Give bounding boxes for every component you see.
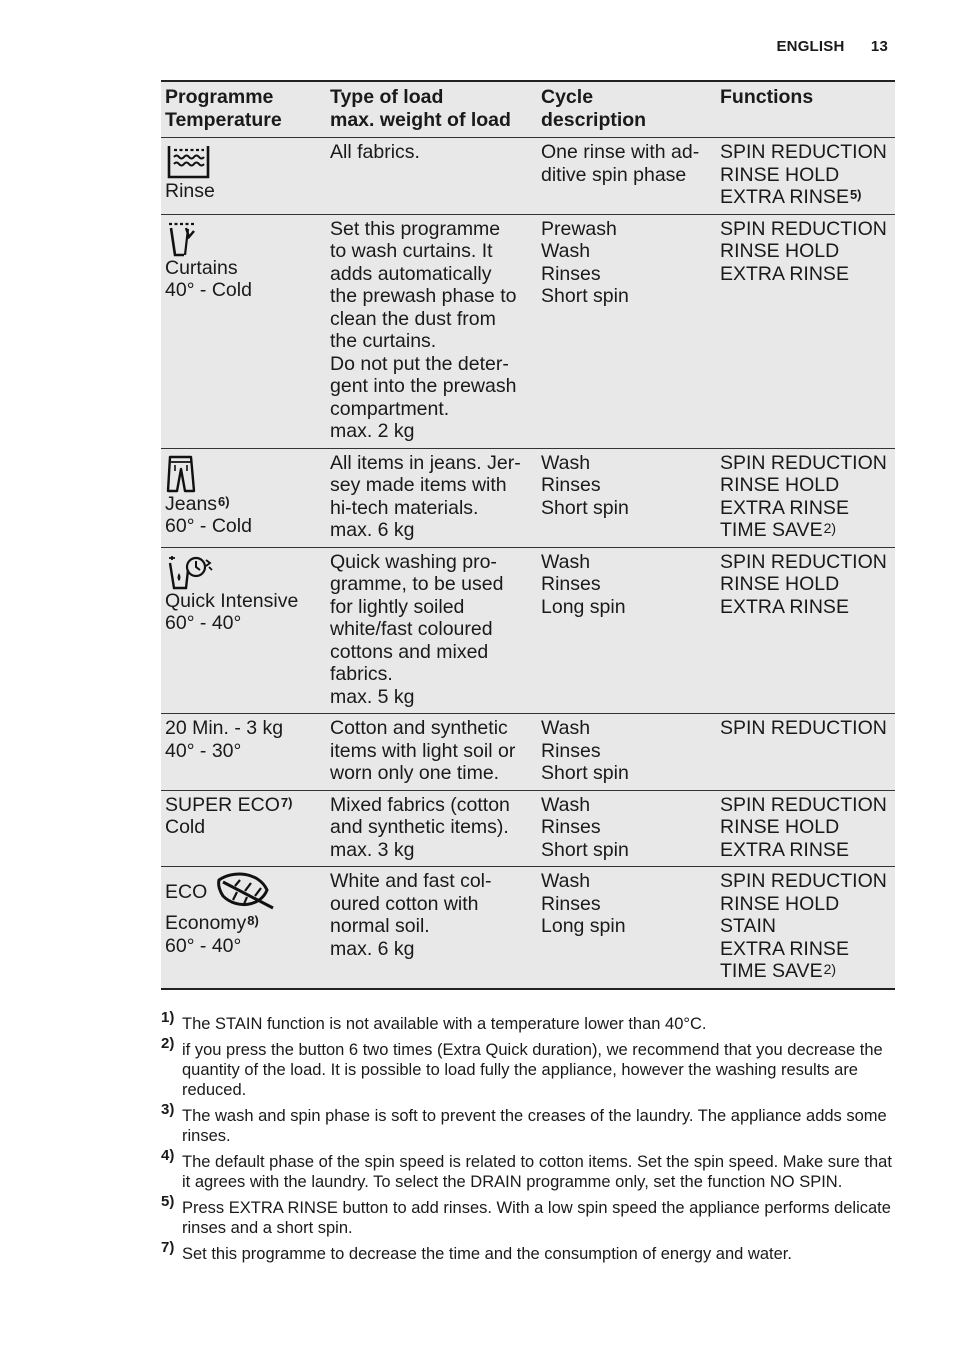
- load-line-text: and synthetic items).: [330, 816, 509, 838]
- footnote: [161, 1101, 895, 1146]
- programme-cell: [161, 790, 326, 867]
- programme-name-line: [165, 794, 322, 817]
- programme-temperature: Cold: [165, 816, 206, 838]
- cycle-line-text: One rinse with ad-: [541, 141, 700, 163]
- load-line-text: normal soil.: [330, 915, 430, 937]
- footnote-number: 7): [161, 1239, 175, 1256]
- function-item-text: RINSE HOLD: [720, 892, 840, 915]
- function-item: [720, 839, 891, 862]
- load-cell: [326, 790, 537, 867]
- programme-name: Quick Intensive: [165, 589, 299, 612]
- load-line: [330, 870, 533, 893]
- cycle-line-text: Short spin: [541, 838, 629, 861]
- load-line-text: white/fast coloured: [330, 618, 493, 640]
- function-item: [720, 519, 891, 542]
- load-line: [330, 141, 533, 164]
- cycle-line: [541, 762, 712, 785]
- function-item-text: EXTRA RINSE: [720, 937, 849, 960]
- cycle-line-text: Rinses: [541, 892, 601, 915]
- function-item-text: SPIN REDUCTION: [720, 870, 887, 892]
- load-line: [330, 330, 533, 353]
- cycle-line: [541, 263, 712, 286]
- cycle-line: [541, 596, 712, 619]
- cycle-line: [541, 285, 712, 308]
- functions-cell: [716, 448, 895, 547]
- column-header-programme: Programme Temperature: [161, 81, 326, 138]
- load-line-text: for lightly soiled: [330, 595, 465, 618]
- programme-name-line: [165, 180, 322, 203]
- functions-cell: [716, 138, 895, 215]
- footnote-ref: 6): [218, 493, 230, 509]
- load-cell: [326, 448, 537, 547]
- load-line-text: max. 3 kg: [330, 838, 415, 861]
- programme-table: [161, 80, 895, 990]
- programme-cell: [161, 214, 326, 448]
- cycle-line: [541, 551, 712, 574]
- programme-name-line: [165, 717, 322, 740]
- function-item: [720, 218, 891, 241]
- load-line: [330, 452, 533, 475]
- function-item-text: SPIN REDUCTION: [720, 550, 887, 573]
- table-header-row: [161, 81, 895, 138]
- function-item: [720, 141, 891, 164]
- cycle-cell: [537, 867, 716, 989]
- programme-cell: [161, 547, 326, 714]
- load-cell: [326, 714, 537, 791]
- programme-temperature: 40° - 30°: [165, 739, 242, 762]
- function-item-text: STAIN: [720, 915, 776, 937]
- rinse-icon: [166, 144, 212, 180]
- programme-name-line: [165, 912, 322, 935]
- cycle-line-text: Short spin: [541, 285, 629, 307]
- programme-row: [161, 714, 895, 791]
- footnote-number: 4): [161, 1147, 175, 1164]
- load-line: [330, 519, 533, 542]
- footnote: [161, 1239, 895, 1264]
- cycle-line-text: Wash: [541, 870, 591, 892]
- footnote: [161, 1147, 895, 1192]
- load-line: [330, 596, 533, 619]
- function-item-text: RINSE HOLD: [720, 573, 840, 595]
- load-line-text: cottons and mixed: [330, 640, 489, 663]
- function-item: [720, 596, 891, 619]
- load-line-text: max. 6 kg: [330, 519, 415, 541]
- function-item: [720, 893, 891, 916]
- cycle-line-text: Wash: [541, 793, 591, 816]
- load-line: [330, 353, 533, 376]
- header-language: ENGLISH: [776, 38, 845, 55]
- load-line: [330, 618, 533, 641]
- cycle-line-text: Wash: [541, 451, 591, 474]
- load-line-text: Mixed fabrics (cotton: [330, 793, 510, 816]
- programme-name-line: [165, 590, 322, 613]
- footnote-number: 5): [161, 1193, 175, 1210]
- cycle-line-text: Rinses: [541, 573, 601, 595]
- cycle-line: [541, 497, 712, 520]
- load-line-text: fabrics.: [330, 663, 393, 685]
- function-item: [720, 816, 891, 839]
- function-item: [720, 915, 891, 938]
- cycle-line: [541, 218, 712, 241]
- cycle-line-text: Rinses: [541, 739, 601, 762]
- programme-name-line: [165, 257, 322, 280]
- load-line: [330, 308, 533, 331]
- footnotes: [161, 1009, 895, 1270]
- cycle-line-text: Wash: [541, 240, 591, 262]
- footnote-ref: 5): [849, 187, 862, 202]
- function-item: [720, 240, 891, 263]
- function-item-text: RINSE HOLD: [720, 474, 840, 496]
- load-line: [330, 740, 533, 763]
- function-item-text: EXTRA RINSE: [720, 838, 849, 861]
- functions-cell: [716, 214, 895, 448]
- programme-cell: [161, 867, 326, 989]
- programme-name: Rinse: [165, 180, 215, 202]
- load-line: [330, 474, 533, 497]
- footnote-number: 1): [161, 1009, 175, 1026]
- programme-temperature: 60° - Cold: [165, 515, 252, 537]
- footnote-ref: 7): [280, 794, 293, 810]
- load-line: [330, 893, 533, 916]
- cycle-line-text: Wash: [541, 550, 591, 573]
- cycle-line-text: Rinses: [541, 262, 601, 285]
- programme-cell: [161, 138, 326, 215]
- function-item: [720, 870, 891, 893]
- load-cell: [326, 867, 537, 989]
- cycle-line-text: ditive spin phase: [541, 163, 687, 186]
- function-item-text: EXTRA RINSE: [720, 186, 849, 208]
- load-line-text: clean the dust from: [330, 307, 496, 330]
- quick-intensive-icon: [166, 554, 214, 590]
- load-line: [330, 398, 533, 421]
- load-line-text: Quick washing pro-: [330, 550, 497, 573]
- cycle-line: [541, 452, 712, 475]
- programme-temperature: 60° - 40°: [165, 612, 242, 634]
- cycle-line: [541, 915, 712, 938]
- function-item: [720, 717, 891, 740]
- programme-name: Curtains: [165, 256, 238, 279]
- column-header-functions: Functions: [716, 81, 895, 138]
- function-item: [720, 186, 891, 209]
- curtains-icon: [166, 221, 200, 257]
- load-line: [330, 839, 533, 862]
- cycle-cell: [537, 448, 716, 547]
- functions-cell: [716, 714, 895, 791]
- column-header-load: Type of load max. weight of load: [326, 81, 537, 138]
- functions-cell: [716, 790, 895, 867]
- eco-label-line: [165, 872, 322, 912]
- load-line: [330, 420, 533, 443]
- function-item-text: TIME SAVE: [720, 519, 823, 541]
- load-line-text: White and fast col-: [330, 870, 492, 892]
- load-line-text: worn only one time.: [330, 762, 500, 784]
- load-line-text: oured cotton with: [330, 892, 479, 915]
- load-line-text: Cotton and synthetic: [330, 717, 508, 739]
- load-line: [330, 285, 533, 308]
- load-line: [330, 218, 533, 241]
- function-item-text: SPIN REDUCTION: [720, 217, 887, 240]
- jeans-icon: [166, 455, 196, 493]
- cycle-line: [541, 839, 712, 862]
- footnote-number: 3): [161, 1101, 175, 1118]
- load-line-text: compartment.: [330, 397, 450, 420]
- cycle-line-text: Long spin: [541, 915, 626, 937]
- function-item-text: RINSE HOLD: [720, 163, 840, 186]
- load-line-text: the prewash phase to: [330, 285, 517, 307]
- programme-name-line: [165, 493, 322, 516]
- function-item: [720, 573, 891, 596]
- function-item: [720, 474, 891, 497]
- cycle-cell: [537, 138, 716, 215]
- cycle-line: [541, 794, 712, 817]
- programme-cell: [161, 448, 326, 547]
- function-item: [720, 794, 891, 817]
- function-item-text: SPIN REDUCTION: [720, 141, 887, 163]
- load-line: [330, 915, 533, 938]
- function-item: [720, 938, 891, 961]
- footnote-text: The default phase of the spin speed is related to cotton items. Set the spin speed. Make sure that it agrees with the laundry. To select the DRAIN programme only, set the function NO SPIN.: [182, 1153, 892, 1191]
- function-item-text: EXTRA RINSE: [720, 496, 849, 519]
- cycle-line-text: Rinses: [541, 816, 601, 838]
- load-line-text: All items in jeans. Jer-: [330, 451, 521, 474]
- programme-row: [161, 138, 895, 215]
- function-item-text: EXTRA RINSE: [720, 262, 849, 285]
- cycle-line: [541, 141, 712, 164]
- function-item: [720, 263, 891, 286]
- cycle-line: [541, 740, 712, 763]
- page-number: 13: [870, 38, 888, 55]
- footnote-ref: 8): [247, 913, 259, 928]
- load-line: [330, 497, 533, 520]
- programme-name: Jeans: [165, 492, 218, 515]
- cycle-line: [541, 717, 712, 740]
- programme-row: [161, 867, 895, 989]
- footnote-ref: 2): [823, 961, 837, 977]
- cycle-cell: [537, 790, 716, 867]
- page-header: [776, 38, 888, 55]
- cycle-line-text: Prewash: [541, 217, 617, 240]
- cycle-line: [541, 573, 712, 596]
- load-line-text: the curtains.: [330, 330, 437, 352]
- cycle-line-text: Wash: [541, 717, 591, 739]
- programme-temperature: 40° - Cold: [165, 279, 252, 301]
- load-cell: [326, 547, 537, 714]
- load-line-text: sey made items with: [330, 474, 507, 496]
- load-line-text: gent into the prewash: [330, 375, 517, 397]
- footnote: [161, 1035, 895, 1100]
- load-line-text: Set this programme: [330, 217, 501, 240]
- load-cell: [326, 138, 537, 215]
- eco-leaf-icon: [215, 872, 279, 912]
- load-line: [330, 573, 533, 596]
- footnote-text: Set this programme to decrease the time and the consumption of energy and water.: [182, 1245, 792, 1263]
- programme-cell: [161, 714, 326, 791]
- eco-label: ECO: [165, 880, 208, 903]
- cycle-line-text: Short spin: [541, 762, 629, 784]
- function-item: [720, 960, 891, 983]
- cycle-line-text: Rinses: [541, 474, 601, 496]
- load-line: [330, 375, 533, 398]
- load-line-text: hi-tech materials.: [330, 496, 479, 519]
- programme-name: Economy: [165, 912, 247, 934]
- function-item: [720, 452, 891, 475]
- function-item: [720, 551, 891, 574]
- function-item-text: SPIN REDUCTION: [720, 717, 887, 739]
- load-line: [330, 938, 533, 961]
- load-line: [330, 762, 533, 785]
- function-item-text: TIME SAVE: [720, 960, 823, 982]
- function-item-text: EXTRA RINSE: [720, 595, 849, 618]
- load-line: [330, 551, 533, 574]
- cycle-cell: [537, 547, 716, 714]
- load-line: [330, 663, 533, 686]
- load-line: [330, 794, 533, 817]
- load-line: [330, 641, 533, 664]
- footnote-ref: 2): [823, 520, 837, 536]
- functions-cell: [716, 867, 895, 989]
- load-line-text: adds automatically: [330, 262, 492, 285]
- load-line-text: max. 5 kg: [330, 685, 415, 708]
- footnote-text: The STAIN function is not available with a temperature lower than 40°C.: [182, 1015, 707, 1033]
- programme-row: [161, 214, 895, 448]
- column-header-cycle: Cycle description: [537, 81, 716, 138]
- load-line-text: max. 2 kg: [330, 420, 415, 442]
- footnote-text: The wash and spin phase is soft to prevent the creases of the laundry. The appliance adds some rinses.: [182, 1107, 887, 1145]
- programme-row: [161, 448, 895, 547]
- load-line-text: max. 6 kg: [330, 937, 415, 960]
- load-line-text: All fabrics.: [330, 141, 420, 163]
- cycle-line: [541, 893, 712, 916]
- function-item-text: RINSE HOLD: [720, 240, 840, 262]
- programme-row: [161, 790, 895, 867]
- cycle-line: [541, 474, 712, 497]
- cycle-cell: [537, 714, 716, 791]
- load-cell: [326, 214, 537, 448]
- footnote: [161, 1009, 895, 1034]
- cycle-cell: [537, 214, 716, 448]
- footnote-text: if you press the button 6 two times (Extra Quick duration), we recommend that you decrease the quantity of the load. It is possible to load fully the appliance, however the washing results are reduced.: [182, 1041, 883, 1099]
- load-line: [330, 263, 533, 286]
- function-item: [720, 164, 891, 187]
- cycle-line: [541, 240, 712, 263]
- programme-temperature: 60° - 40°: [165, 934, 242, 957]
- cycle-line: [541, 816, 712, 839]
- load-line: [330, 816, 533, 839]
- programme-row: [161, 547, 895, 714]
- cycle-line: [541, 870, 712, 893]
- load-line: [330, 717, 533, 740]
- programme-name: 20 Min. - 3 kg: [165, 717, 284, 739]
- load-line-text: Do not put the deter-: [330, 352, 509, 375]
- cycle-line: [541, 164, 712, 187]
- footnote-text: Press EXTRA RINSE button to add rinses. With a low spin speed the appliance performs delicate rinses and a short spin.: [182, 1199, 891, 1237]
- function-item-text: SPIN REDUCTION: [720, 451, 887, 474]
- load-line-text: to wash curtains. It: [330, 240, 493, 262]
- functions-cell: [716, 547, 895, 714]
- cycle-line-text: Short spin: [541, 496, 629, 519]
- cycle-line-text: Long spin: [541, 595, 626, 618]
- footnote-number: 2): [161, 1035, 175, 1052]
- programme-name: SUPER ECO: [165, 793, 280, 816]
- load-line-text: items with light soil or: [330, 739, 516, 762]
- load-line: [330, 686, 533, 709]
- function-item: [720, 497, 891, 520]
- load-line-text: gramme, to be used: [330, 573, 504, 595]
- function-item-text: RINSE HOLD: [720, 816, 840, 838]
- function-item-text: SPIN REDUCTION: [720, 793, 887, 816]
- footnote: [161, 1193, 895, 1238]
- load-line: [330, 240, 533, 263]
